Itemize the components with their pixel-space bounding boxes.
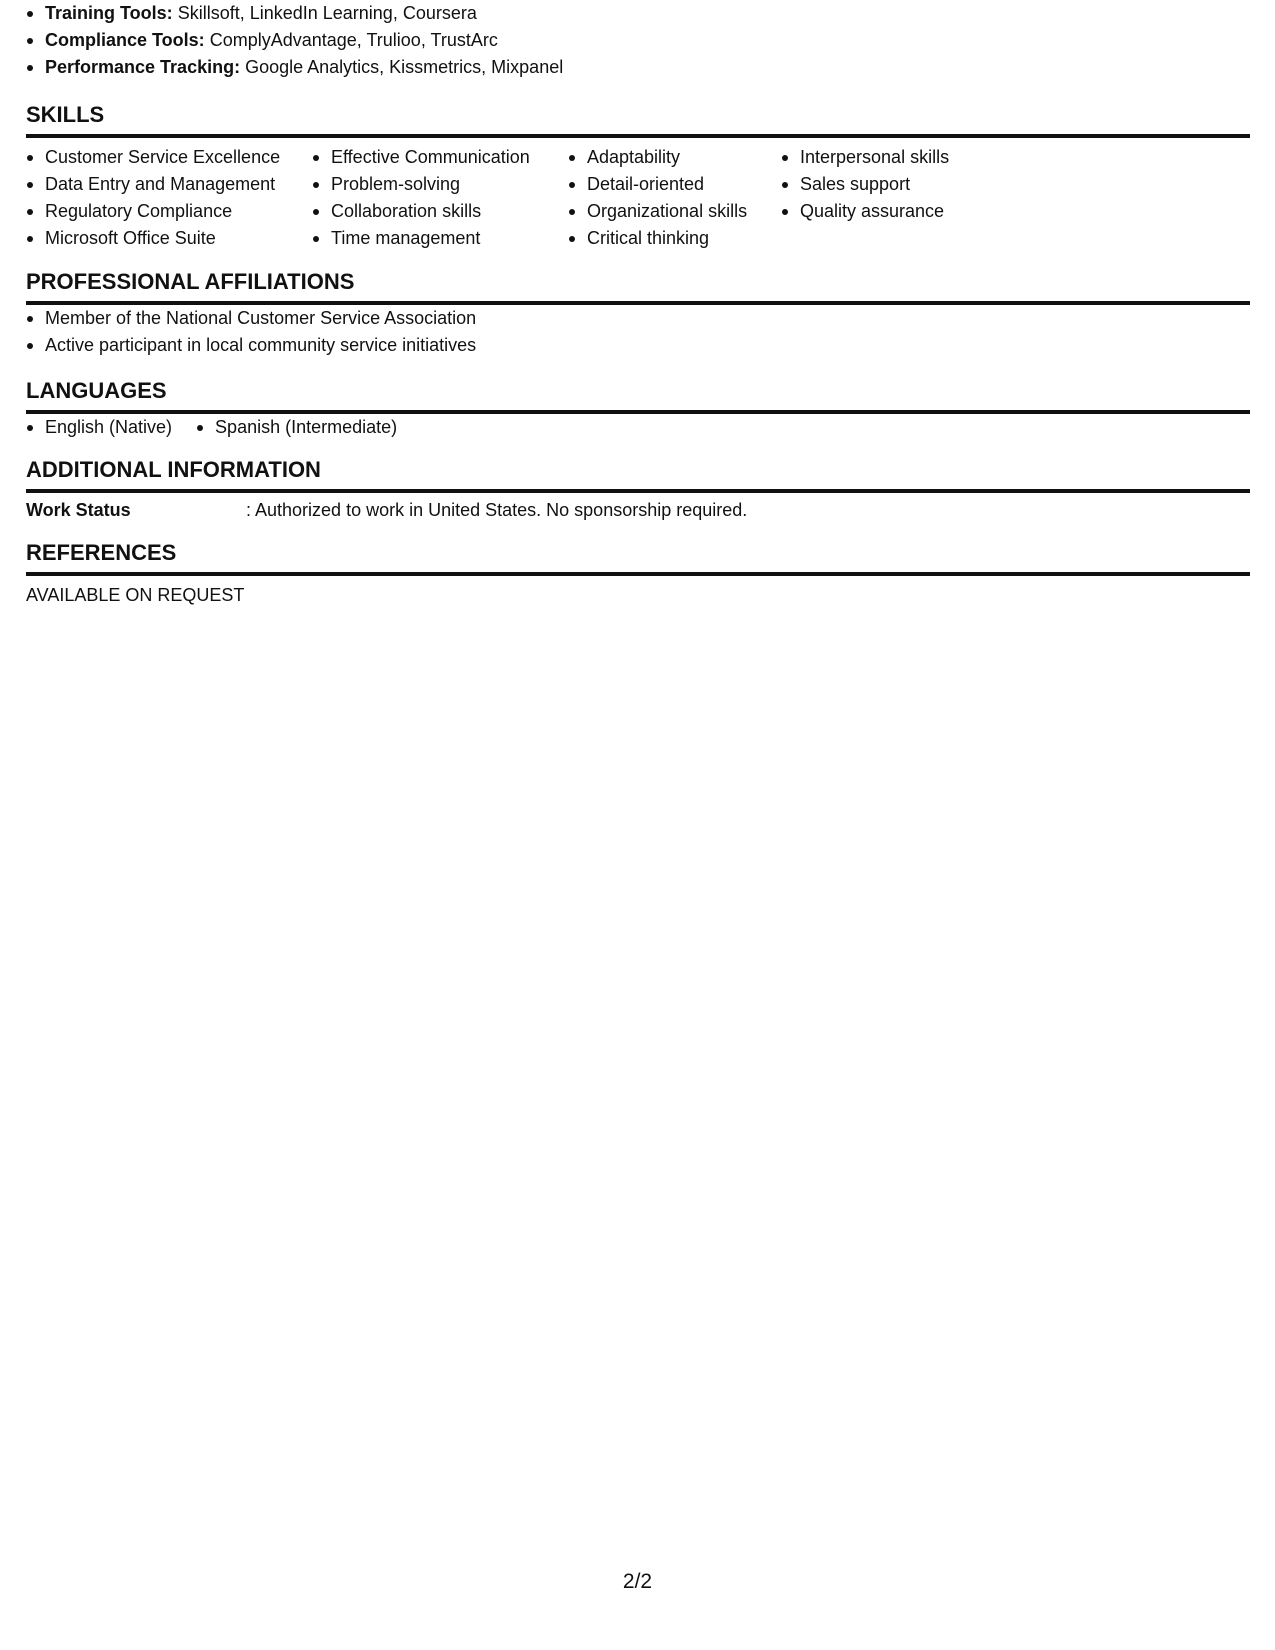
page-number: 2/2 <box>622 1570 653 1593</box>
skills-heading: SKILLS <box>26 101 1250 138</box>
tools-item-value: Google Analytics, Kissmetrics, Mixpanel <box>245 57 564 77</box>
skill-item: Data Entry and Management <box>26 171 312 198</box>
affiliations-heading: PROFESSIONAL AFFILIATIONS <box>26 268 1250 305</box>
tools-item-label: Compliance Tools: <box>45 30 205 50</box>
skills-column <box>781 144 1041 252</box>
references-text: AVAILABLE ON REQUEST <box>26 585 245 605</box>
language-item: Spanish (Intermediate) <box>196 414 397 441</box>
skill-item: Problem-solving <box>312 171 568 198</box>
tools-item-label: Performance Tracking: <box>45 57 241 77</box>
additional-info-heading: ADDITIONAL INFORMATION <box>26 456 1250 493</box>
skill-item: Customer Service Excellence <box>26 144 312 171</box>
tools-item-performance <box>26 54 1250 81</box>
skills-column <box>26 144 312 252</box>
references-heading: REFERENCES <box>26 539 1250 576</box>
skill-item: Sales support <box>781 171 1041 198</box>
tools-item-value: ComplyAdvantage, Trulioo, TrustArc <box>209 30 498 50</box>
work-status-label: Work Status <box>26 500 131 520</box>
skill-item: Critical thinking <box>568 225 781 252</box>
skill-item: Time management <box>312 225 568 252</box>
tools-item-label: Training Tools: <box>45 3 173 23</box>
affiliations-list <box>26 305 1250 359</box>
languages-heading: LANGUAGES <box>26 377 1250 414</box>
skill-item: Adaptability <box>568 144 781 171</box>
languages-list <box>26 414 1250 441</box>
skill-item: Detail-oriented <box>568 171 781 198</box>
affiliation-item: Active participant in local community service initiatives <box>26 332 1250 359</box>
affiliation-item: Member of the National Customer Service Association <box>26 305 1250 332</box>
skills-grid <box>26 144 1250 252</box>
skill-item: Microsoft Office Suite <box>26 225 312 252</box>
skills-column <box>312 144 568 252</box>
tools-item-value: Skillsoft, LinkedIn Learning, Coursera <box>177 3 477 23</box>
skill-item: Organizational skills <box>568 198 781 225</box>
work-status-row <box>26 497 1250 524</box>
skill-item: Regulatory Compliance <box>26 198 312 225</box>
tools-item-training <box>26 0 1250 27</box>
work-status-value: : Authorized to work in United States. No sponsorship required. <box>246 500 748 520</box>
skill-item: Interpersonal skills <box>781 144 1041 171</box>
skill-item: Effective Communication <box>312 144 568 171</box>
skill-item: Collaboration skills <box>312 198 568 225</box>
language-item: English (Native) <box>26 414 172 441</box>
skills-column <box>568 144 781 252</box>
resume-page <box>26 0 1250 609</box>
skill-item: Quality assurance <box>781 198 1041 225</box>
tools-list <box>26 0 1250 81</box>
tools-item-compliance <box>26 27 1250 54</box>
